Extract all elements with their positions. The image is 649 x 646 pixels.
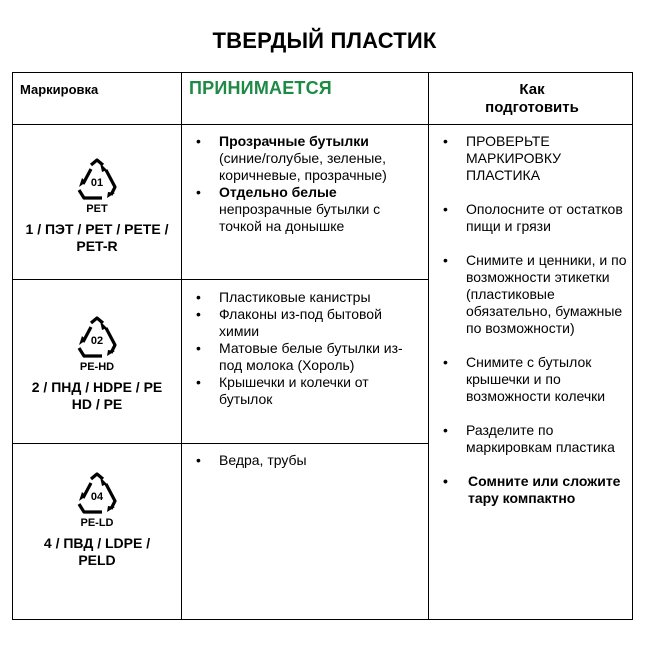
list-item: • Ведра, трубы xyxy=(189,452,424,469)
plastic-number: 02 xyxy=(90,335,104,347)
list-item: • Флаконы из-под бытовой химии xyxy=(189,306,424,340)
column-divider xyxy=(181,73,182,619)
row-divider xyxy=(13,279,428,280)
recycle-triangle-icon xyxy=(74,315,120,361)
recycle-triangle-icon xyxy=(74,157,120,203)
plastic-code-pet xyxy=(13,157,181,255)
list-item: • Сомните или сложите тару компактно xyxy=(436,473,632,507)
row-divider xyxy=(13,443,428,444)
recycle-triangle-icon xyxy=(74,471,120,517)
plastic-abbr: PE-LD xyxy=(80,517,114,529)
plastic-code-pe-ld xyxy=(13,471,181,569)
item-text: (синие/голубые, зеленые, коричневые, прозрачные) xyxy=(219,150,387,183)
list-item: • Разделите по маркировкам пластика xyxy=(436,422,632,456)
list-item: • Пластиковые канистры xyxy=(189,289,424,306)
plastic-name-line1: 1 / ПЭТ / PET / PETE / xyxy=(25,221,169,237)
plastic-name-line1: 2 / ПНД / HDPE / PE xyxy=(31,379,163,395)
item-strong: Прозрачные бутылки xyxy=(219,133,369,149)
list-item: • Ополосните от остатков пищи и грязи xyxy=(436,201,632,235)
plastic-table xyxy=(12,72,633,620)
plastic-number: 01 xyxy=(90,177,104,189)
plastic-name xyxy=(13,221,181,255)
plastic-name xyxy=(13,379,181,413)
header-prepare-line1: Как xyxy=(519,81,545,98)
list-item: • Крышечки и колечки от бутылок xyxy=(189,374,424,408)
plastic-abbr: PE-HD xyxy=(79,361,115,373)
list-item xyxy=(189,133,424,184)
header-prepare xyxy=(429,81,635,117)
plastic-number: 04 xyxy=(90,491,104,503)
item-strong: Отдельно белые xyxy=(219,184,337,200)
plastic-name-line2: PELD xyxy=(78,552,116,568)
plastic-name-line1: 4 / ПВД / LDPE / xyxy=(43,535,151,551)
plastic-name xyxy=(13,535,181,569)
list-item: • Снимите с бутылок крышечки и по возможности колечки xyxy=(436,354,632,405)
plastic-code-pe-hd xyxy=(13,315,181,413)
header-accepted: ПРИНИМАЕТСЯ xyxy=(189,78,332,98)
accepted-list-pe-ld xyxy=(189,452,424,469)
list-item: • Матовые белые бутылки из-под молока (Хороль) xyxy=(189,340,424,374)
list-item: • Снимите и ценники, и по возможности этикетки (пластиковые обязательно, бумажные по возможности) xyxy=(436,252,632,337)
list-item: • ПРОВЕРЬТЕ МАРКИРОВКУ ПЛАСТИКА xyxy=(436,133,632,184)
plastic-abbr: PET xyxy=(86,203,108,215)
header-divider xyxy=(13,124,632,125)
header-prepare-line2: подготовить xyxy=(485,99,579,116)
item-text: непрозрачные бутылки с точкой на донышке xyxy=(219,201,381,234)
accepted-list-pe-hd xyxy=(189,289,424,408)
header-code: Маркировка xyxy=(20,82,99,97)
preparation-list xyxy=(436,133,632,524)
list-item xyxy=(189,184,424,235)
plastic-name-line2: PET-R xyxy=(76,238,118,254)
plastic-name-line2: HD / PE xyxy=(71,396,123,412)
column-divider xyxy=(428,73,429,619)
accepted-list-pet xyxy=(189,133,424,235)
page-title: ТВЕРДЫЙ ПЛАСТИК xyxy=(212,28,437,53)
